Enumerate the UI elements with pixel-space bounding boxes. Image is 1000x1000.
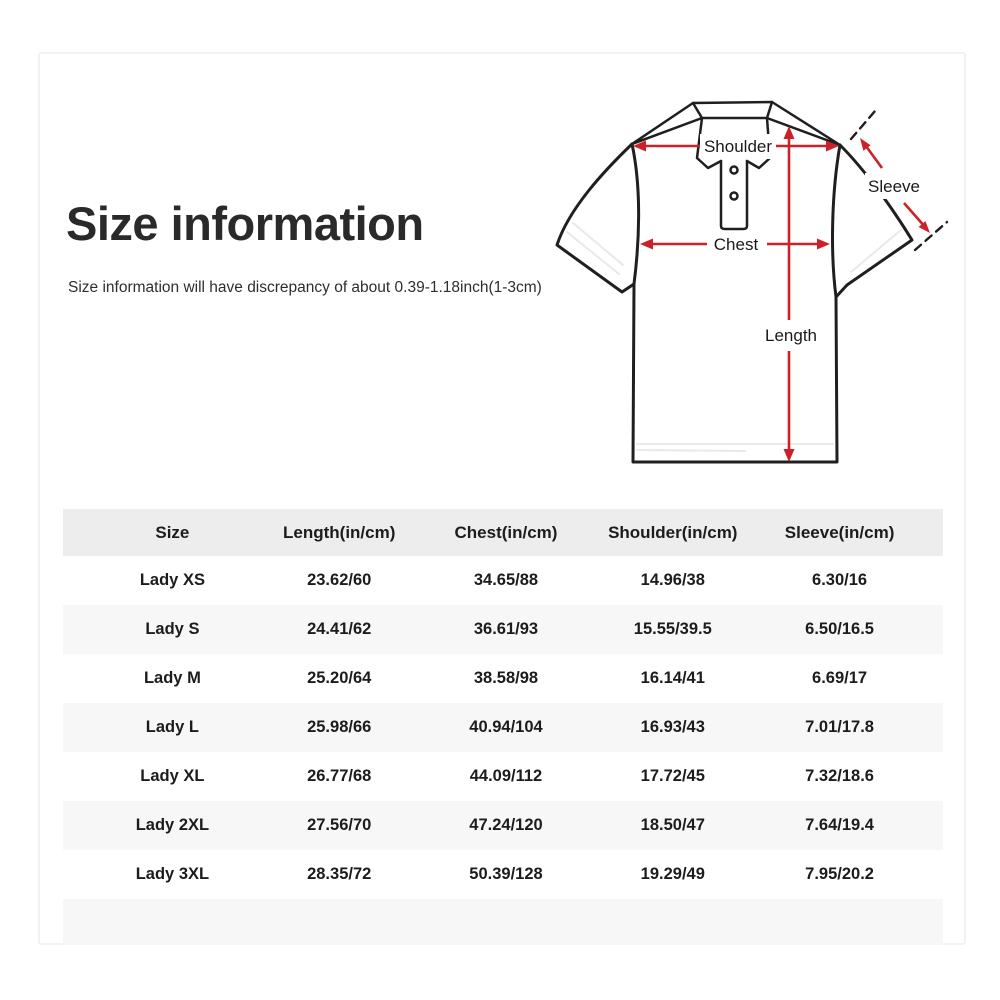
table-cell: 25.98/66 — [307, 718, 372, 736]
page-title: Size information — [66, 197, 424, 250]
table-cell: Lady 3XL — [135, 865, 210, 883]
table-cell: Lady 2XL — [135, 816, 210, 834]
table-cell: Lady S — [145, 620, 200, 638]
table-cell: Lady M — [143, 669, 201, 687]
table-cell: Lady L — [145, 718, 199, 736]
table-cell: 40.94/104 — [469, 718, 543, 736]
table-cell: Lady XL — [140, 767, 205, 785]
table-cell: Lady XS — [139, 571, 205, 589]
shirt-measurement-diagram — [555, 60, 955, 480]
table-row — [63, 703, 943, 752]
table-cell: 7.32/18.6 — [805, 767, 874, 785]
table-footer-strip — [63, 899, 943, 945]
table-cell: 26.77/68 — [307, 767, 372, 785]
table-cell: 15.55/39.5 — [633, 620, 712, 638]
table-cell: 7.95/20.2 — [805, 865, 874, 883]
table-cell: 19.29/49 — [640, 865, 705, 883]
page-subtitle: Size information will have discrepancy of about 0.39-1.18inch(1-3cm) — [68, 279, 542, 296]
polo-shirt-illustration — [555, 60, 955, 480]
table-cell: 18.50/47 — [640, 816, 705, 834]
chest-measure-label: Chest — [713, 235, 759, 254]
size-chart-table — [63, 509, 943, 899]
table-cell: 44.09/112 — [469, 767, 543, 785]
table-cell: 7.01/17.8 — [805, 718, 874, 736]
table-row — [63, 801, 943, 850]
table-cell: 14.96/38 — [640, 571, 705, 589]
sleeve-measure-label: Sleeve — [868, 177, 920, 196]
table-cell: 27.56/70 — [307, 816, 372, 834]
table-cell: 7.64/19.4 — [805, 816, 874, 834]
table-cell: 16.93/43 — [640, 718, 705, 736]
table-cell: 17.72/45 — [640, 767, 705, 785]
table-row — [63, 556, 943, 605]
table-row — [63, 605, 943, 654]
table-cell: Length(in/cm) — [283, 522, 396, 542]
table-cell: 25.20/64 — [307, 669, 372, 687]
table-cell: Sleeve(in/cm) — [784, 522, 895, 542]
table-cell: 6.69/17 — [812, 669, 868, 687]
table-cell: Size — [155, 522, 190, 542]
button — [731, 193, 738, 200]
table-cell: 34.65/88 — [473, 571, 539, 589]
table-cell: 6.30/16 — [812, 571, 868, 589]
table-cell: 50.39/128 — [469, 865, 543, 883]
collar — [693, 102, 772, 118]
table-cell: 36.61/93 — [473, 620, 539, 638]
table-row — [63, 752, 943, 801]
table-cell: 6.50/16.5 — [805, 620, 874, 638]
table-cell: 47.24/120 — [469, 816, 543, 834]
shoulder-measure-label: Shoulder — [703, 137, 773, 156]
table-cell: Shoulder(in/cm) — [608, 522, 738, 542]
table-cell: 24.41/62 — [307, 620, 372, 638]
table-cell: 23.62/60 — [307, 571, 372, 589]
table-cell: 28.35/72 — [307, 865, 372, 883]
table-cell: 16.14/41 — [640, 669, 705, 687]
table-row — [63, 850, 943, 899]
table-header-row — [63, 509, 943, 556]
table-cell: 38.58/98 — [473, 669, 539, 687]
length-measure-label: Length — [765, 326, 817, 345]
button — [731, 167, 738, 174]
table-cell: Chest(in/cm) — [454, 522, 558, 542]
table-row — [63, 654, 943, 703]
